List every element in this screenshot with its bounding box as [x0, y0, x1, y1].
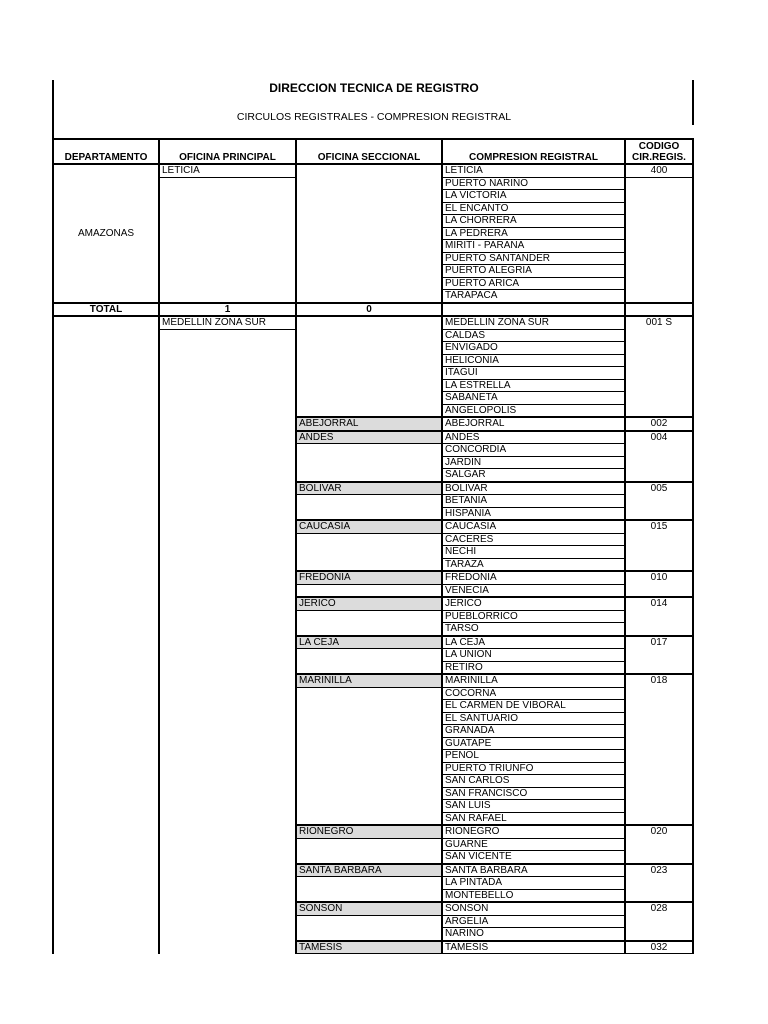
- compresion-cell: ANDES: [442, 431, 625, 444]
- total-label: TOTAL: [53, 303, 159, 317]
- compresion-cell: PUERTO NARIÑO: [442, 177, 625, 190]
- compresion-cell: NARINO: [442, 928, 625, 941]
- compresion-cell: SAN CARLOS: [442, 775, 625, 788]
- compresion-cell: TARSO: [442, 623, 625, 636]
- total-principal: 1: [159, 303, 296, 317]
- table-row: [53, 316, 693, 329]
- oficina-seccional-cell: MARINILLA: [296, 674, 442, 687]
- codigo-cell: 018: [625, 674, 693, 687]
- registry-table: [52, 138, 694, 954]
- compresion-cell: TARAZA: [442, 558, 625, 571]
- departamento-cell: [53, 316, 159, 954]
- compresion-cell: SAN LUIS: [442, 800, 625, 813]
- col-codigo: CODIGO CIR.REGIS.: [625, 139, 693, 164]
- antioquia-section: [53, 316, 693, 954]
- total-row: [53, 303, 693, 317]
- compresion-cell: LA ESTRELLA: [442, 379, 625, 392]
- col-departamento: DEPARTAMENTO: [53, 139, 159, 164]
- compresion-cell: LA CHORRERA: [442, 215, 625, 228]
- codigo-cell: 002: [625, 417, 693, 431]
- compresion-cell: SALGAR: [442, 469, 625, 482]
- compresion-cell: RETIRO: [442, 661, 625, 674]
- codigo-cell: 004: [625, 431, 693, 444]
- oficina-seccional-cell: BOLIVAR: [296, 482, 442, 495]
- compresion-cell: FREDONIA: [442, 571, 625, 584]
- compresion-cell: PUERTO ALEGRIA: [442, 265, 625, 278]
- codigo-cell: 400: [625, 164, 693, 177]
- departamento-cell: AMAZONAS: [53, 164, 159, 303]
- compresion-cell: TARAPACA: [442, 290, 625, 303]
- codigo-cell: 014: [625, 597, 693, 610]
- compresion-cell: LETICIA: [442, 164, 625, 177]
- page-title: DIRECCION TECNICA DE REGISTRO: [269, 81, 479, 95]
- compresion-cell: SAN RAFAEL: [442, 812, 625, 825]
- compresion-cell: EL ENCANTO: [442, 202, 625, 215]
- compresion-cell: EL CARMEN DE VIBORAL: [442, 700, 625, 713]
- compresion-cell: BETANIA: [442, 495, 625, 508]
- compresion-cell: SAN VICENTE: [442, 851, 625, 864]
- total-seccional: 0: [296, 303, 442, 317]
- oficina-seccional-cell: ABEJORRAL: [296, 417, 442, 431]
- oficina-seccional-cell: RIONEGRO: [296, 825, 442, 838]
- compresion-cell: VENECIA: [442, 584, 625, 597]
- compresion-cell: GUATAPE: [442, 737, 625, 750]
- compresion-cell: SABANETA: [442, 392, 625, 405]
- oficina-seccional-cell: ANDES: [296, 431, 442, 444]
- compresion-cell: MIRITI - PARANA: [442, 240, 625, 253]
- compresion-cell: JERICO: [442, 597, 625, 610]
- compresion-cell: CAUCASIA: [442, 520, 625, 533]
- col-oficina-seccional: OFICINA SECCIONAL: [296, 139, 442, 164]
- compresion-cell: SAN FRANCISCO: [442, 787, 625, 800]
- oficina-principal-cell: MEDELLIN ZONA SUR: [159, 316, 296, 329]
- compresion-cell: MONTEBELLO: [442, 889, 625, 902]
- compresion-cell: GUARNE: [442, 838, 625, 851]
- col-oficina-principal: OFICINA PRINCIPAL: [159, 139, 296, 164]
- oficina-seccional-cell: JERICO: [296, 597, 442, 610]
- codigo-cell: 010: [625, 571, 693, 584]
- compresion-cell: CACERES: [442, 533, 625, 546]
- oficina-principal-cell: LETICIA: [159, 164, 296, 177]
- compresion-cell: ABEJORRAL: [442, 417, 625, 431]
- codigo-cell: 032: [625, 941, 693, 954]
- compresion-cell: PUERTO ARICA: [442, 277, 625, 290]
- page-subtitle: CIRCULOS REGISTRALES - COMPRESION REGISTRAL: [236, 111, 512, 123]
- codigo-cell: 023: [625, 864, 693, 877]
- codigo-cell: 015: [625, 520, 693, 533]
- codigo-cell: 020: [625, 825, 693, 838]
- compresion-cell: GRANADA: [442, 725, 625, 738]
- compresion-cell: LA UNION: [442, 649, 625, 662]
- compresion-cell: EL SANTUARIO: [442, 712, 625, 725]
- compresion-cell: LA PINTADA: [442, 877, 625, 890]
- compresion-cell: PUEBLORRICO: [442, 610, 625, 623]
- compresion-cell: JARDIN: [442, 456, 625, 469]
- compresion-cell: LA CEJA: [442, 636, 625, 649]
- compresion-cell: HISPANIA: [442, 507, 625, 520]
- compresion-cell: BOLIVAR: [442, 482, 625, 495]
- compresion-cell: MARINILLA: [442, 674, 625, 687]
- oficina-seccional-cell: SANTA BARBARA: [296, 864, 442, 877]
- codigo-cell: 005: [625, 482, 693, 495]
- header-row: [53, 139, 693, 164]
- total-section: [53, 303, 693, 317]
- compresion-cell: ITAGUI: [442, 367, 625, 380]
- compresion-cell: LA VICTORIA: [442, 190, 625, 203]
- oficina-seccional-cell: FREDONIA: [296, 571, 442, 584]
- codigo-cell: 028: [625, 902, 693, 915]
- compresion-cell: RIONEGRO: [442, 825, 625, 838]
- compresion-cell: SONSON: [442, 902, 625, 915]
- compresion-cell: PENOL: [442, 750, 625, 763]
- compresion-cell: ARGELIA: [442, 915, 625, 928]
- oficina-seccional-cell: SONSON: [296, 902, 442, 915]
- compresion-cell: TAMESIS: [442, 941, 625, 954]
- col-compresion-registral: COMPRESION REGISTRAL: [442, 139, 625, 164]
- compresion-cell: MEDELLIN ZONA SUR: [442, 316, 625, 329]
- oficina-seccional-cell: CAUCASIA: [296, 520, 442, 533]
- compresion-cell: ANGELOPOLIS: [442, 404, 625, 417]
- compresion-cell: CALDAS: [442, 329, 625, 342]
- codigo-cell: 017: [625, 636, 693, 649]
- compresion-cell: CONCORDIA: [442, 444, 625, 457]
- compresion-cell: PUERTO TRIUNFO: [442, 762, 625, 775]
- amazonas-section: [53, 164, 693, 303]
- compresion-cell: ENVIGADO: [442, 342, 625, 355]
- compresion-cell: SANTA BARBARA: [442, 864, 625, 877]
- compresion-cell: LA PEDRERA: [442, 227, 625, 240]
- oficina-seccional-cell: TAMESIS: [296, 941, 442, 954]
- compresion-cell: COCORNA: [442, 687, 625, 700]
- table-row: [53, 164, 693, 177]
- codigo-cell: 001 S: [625, 316, 693, 329]
- compresion-cell: NECHI: [442, 546, 625, 559]
- oficina-seccional-cell: LA CEJA: [296, 636, 442, 649]
- compresion-cell: HELICONIA: [442, 354, 625, 367]
- compresion-cell: PUERTO SANTANDER: [442, 252, 625, 265]
